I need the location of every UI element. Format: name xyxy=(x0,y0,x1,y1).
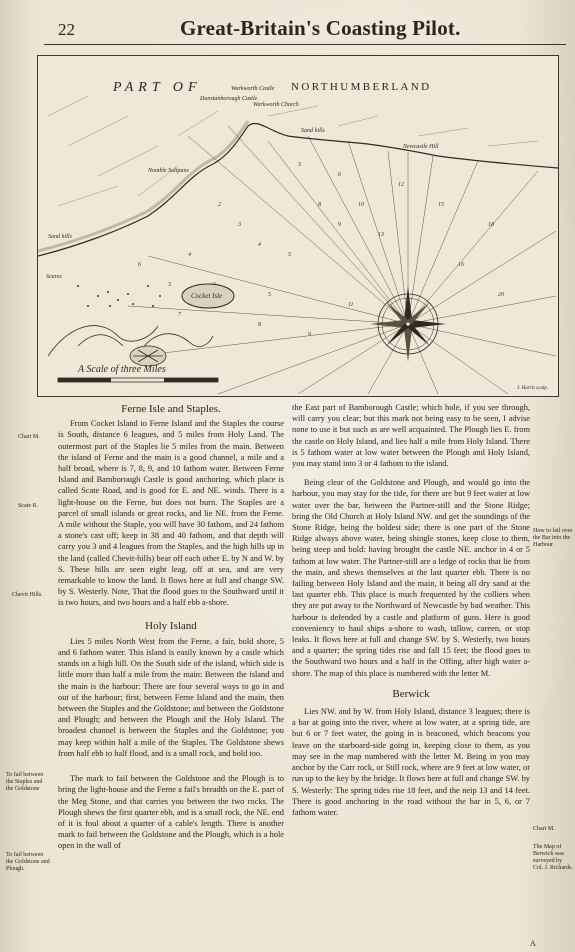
svg-text:13: 13 xyxy=(378,232,384,238)
svg-text:11: 11 xyxy=(348,302,354,308)
map-title-region: NORTHUMBERLAND xyxy=(291,81,432,93)
para-holy-island-1: Lies 5 miles North West from the Ferne, a fair, bold shore, 5 and 6 fathom water. This island is easily known by a castle which stands on a high hill. On the South side of the island, which side is little more than half a mile from the main: Between the island and the main is the harbour: There are four several ways to go in and out of the harbour; first, between Ferne Island and the main, then between the Staples and the Goldstone; and between the Goldstone and Plough; and between the Plough and the Holy Island. The broadest channel is between the Staples and the Goldstone; you may keep within half a mile of the Staples. The Goldstone shews from half ebb to half flood, and is a small rock, and bold too. xyxy=(58,636,284,758)
svg-text:7: 7 xyxy=(178,312,181,318)
sidenote-scate-r: Scate R. xyxy=(18,503,38,509)
svg-text:6: 6 xyxy=(338,172,341,178)
sidenote-to-fail-1: To fail between the Staples and the Goldstone xyxy=(6,772,44,792)
heading-holy-island: Holy Island xyxy=(145,619,197,632)
northumberland-map xyxy=(37,55,559,397)
soundings xyxy=(138,162,504,338)
heading-berwick: Berwick xyxy=(392,687,430,700)
right-column xyxy=(292,402,530,818)
svg-text:15: 15 xyxy=(438,202,444,208)
label-dunstanburgh: Dunstanborough Castle xyxy=(200,96,258,102)
svg-text:8: 8 xyxy=(318,202,321,208)
rocks xyxy=(77,285,161,307)
para-ferne-isle: From Cocket Island to Ferne Island and the Staples the course is South, distance 6 leagues, and 5 miles from Holy Land. The outermost part of the Staples lie 5 miles from the main. Between the island of Ferne and the main is a good channel, a mile and a half broad, where is 7, 8, 9, and 10 fathom water. Between Ferne Island and Bamborough Castle is good anchoring, which place is called Scate Road, and is good for E. and NE. winds. There is a light-house on the Ferne, but does not burn. The Staples are a parcel of small islands or great rocks, and lie NE. from the Ferne. A mile without the Staple, you will have 30 fathom, and 24 fathom a stone's cast off; keep in 38 and 40 fathom, and that depth will carry you 3 and 4 leagues from the Staples, and the high hills up in the land (called Chevit-hills) bear off each other E. by N and W. by S. These hills are seen eight leag. off at sea, and are very remarkable to know the land. It flows here at full and change SW. by S. Westerly. Note, That the flood goes to the Southward until it is two hours, and two hours and a half ebb a-shore. xyxy=(58,419,284,608)
label-scares: Scares xyxy=(46,274,62,280)
sidenote-to-fail-2: To fail between the Goldstone and Plough. xyxy=(6,852,50,872)
sidenote-chart-m-1: Chart M. xyxy=(18,434,40,440)
svg-text:5: 5 xyxy=(288,252,291,258)
cartouche-ornament xyxy=(48,326,213,366)
engraver-credit: J. Harris sculp. xyxy=(516,386,548,391)
label-sand-hills-top: Sand hills xyxy=(301,128,325,134)
svg-text:12: 12 xyxy=(398,182,404,188)
svg-text:16: 16 xyxy=(458,262,464,268)
svg-text:18: 18 xyxy=(488,222,494,228)
sidenote-berwick-map: The Map of Berwick was surveyed by Col. J. Richards. xyxy=(533,844,573,871)
svg-text:4: 4 xyxy=(188,252,191,258)
land-hatching xyxy=(48,96,538,206)
scale-bar xyxy=(58,378,218,382)
sidenote-how-to-fail: How to fail over the Bar into the Harbour. xyxy=(533,528,573,548)
svg-text:6: 6 xyxy=(138,262,141,268)
label-new-castle-hill: Newcastle Hill xyxy=(403,144,439,150)
label-sand-hills-left: Sand hills xyxy=(48,234,72,240)
para-holy-island-2: The mark to fail between the Goldstone and the Plough is to bring the light-house and the Ferne a fail's breadth on the E. part of the Meg Stone, and that carries you between the two rocks. The Plough shews the first quarter ebb, and is a small rock, the NE. end of it is foul about a quarter of a cable's length. There is another mark to fail between the Goldstone and the Plough, which is a hole open in the wall of xyxy=(58,774,284,851)
page-number: 22 xyxy=(58,20,75,39)
svg-text:3: 3 xyxy=(168,282,171,288)
sidenote-chart-m-2: Chart M. xyxy=(533,826,555,832)
svg-text:20: 20 xyxy=(498,292,504,298)
para-bamborough: the East part of Bamborough Castle; which hole, if you see through, will carry you clear; but this mark not being easy to be seen, I advise none to use it but such as are well acquainted. The Plough lies E. from the castle on Holy Island, and lies half a mile from Holy Island. There is 5 fathom water at low water between the Plough and Holy Island, you may stand into 3 or 4 fathom to the island. xyxy=(292,403,530,469)
rhumb-lines xyxy=(128,126,556,394)
map-title-part: PART OF xyxy=(113,80,202,95)
catchword: A xyxy=(530,939,536,948)
svg-text:8: 8 xyxy=(258,322,261,328)
svg-text:5: 5 xyxy=(268,292,271,298)
label-warkworth-castle: Warkworth Castle xyxy=(231,86,275,92)
compass-rose xyxy=(370,286,446,362)
para-berwick: Lies NW. and by W. from Holy Island, distance 3 leagues; there is a bar at going into the river, where at low water, at a spring tide, are but 6 or 7 feet water, the going in is beaconed, which beacons you leave on the starboard-side going in, keeping close to them, as you may see in the map numbered with the letter M. Being in you may anchor by the Carr rock, or Still rock, where are 9 feet at low water, or run up to the key by the bridge. It flows here at full and change SW. by S. Westerly: The spring tides rise 18 feet, and the neip 13 and 14 feet. There is good anchoring in the road without the bar in 5, 6, or 7 fathom water. xyxy=(292,707,530,817)
label-warkworth-church: Warkworth Church xyxy=(253,102,299,108)
svg-text:9: 9 xyxy=(338,222,341,228)
left-column xyxy=(58,404,284,852)
svg-text:3: 3 xyxy=(298,162,301,168)
label-coket-isle: Cocket Isle xyxy=(191,292,223,300)
svg-text:4: 4 xyxy=(258,242,261,248)
svg-text:10: 10 xyxy=(358,202,364,208)
scale-label: A Scale of three Miles xyxy=(78,364,166,375)
coastline xyxy=(38,123,558,256)
para-harbour: Being clear of the Goldstone and Plough, and would go into the harbour, you may stay for the tide, for there are but 9 feet water at low water over the bar, between the Partner-still and the Stone Ridge; bring the Old Church at Holy Island NW. and get the soundings of the Stone Ridge, being the boldest side; there is one part of the Stone Ridge always above water, being shingle stones, keep close to them, being steep and bold: having brought the castle NE. anchor in 4 or 5 fathom at low water. The Partner-still are a ledge of rocks that lie from the main, and shews themselves at the last quarter ebb. There is no failing between Holy Island and the main, it being all dry sand at the last quarter ebb. This place is much frequented by the colliers when they are put away to the Northward of Newcastle by bad weather. This harbour is defended by a castle and platform of guns. Here is good conveniency to haul ships a-shore to wash, tallow, careen, or stop leaks. It flows here at full and change SW. by S. Westerly, two hours and a quarter; the spring tides rise and fall 15 feet; the flood goes to the Southward two hours and a half in the Offing, after high water a-shore. The map of this place is numbered with the letter M. xyxy=(292,478,530,678)
running-title: Great-Britain's Coasting Pilot. xyxy=(180,16,461,40)
sidenote-chevit-hills: Chevit Hills. xyxy=(12,592,43,598)
heading-ferne-isle: Ferne Isle and Staples. xyxy=(121,403,221,415)
svg-text:2: 2 xyxy=(218,202,221,208)
label-nomble-saltpans: Nomble Saltpans xyxy=(148,168,189,174)
svg-text:3: 3 xyxy=(238,222,241,228)
svg-text:9: 9 xyxy=(308,332,311,338)
header-rule xyxy=(44,44,566,45)
